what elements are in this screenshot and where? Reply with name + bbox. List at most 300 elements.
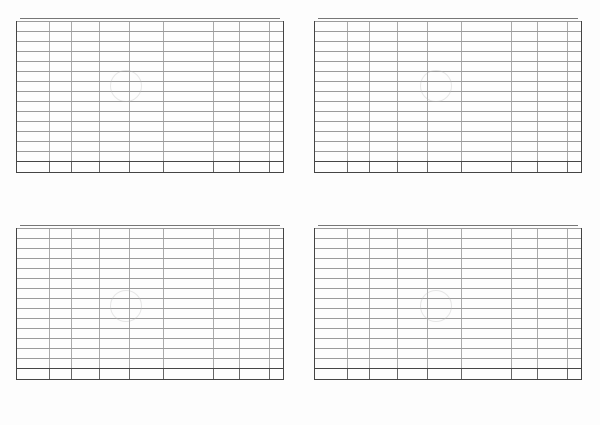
table-cell (129, 152, 163, 161)
table-cell (49, 72, 71, 81)
panel-title-line (318, 399, 578, 404)
table-row (17, 51, 283, 61)
table-cell (347, 229, 369, 238)
table-cell (567, 42, 581, 51)
table-cell (49, 22, 71, 31)
table-cell (17, 122, 49, 131)
table-cell (537, 82, 567, 91)
column-header (537, 162, 567, 172)
table-cell (71, 22, 99, 31)
table-cell (315, 249, 347, 258)
table-cell (461, 339, 511, 348)
panel-meta-row (240, 383, 280, 387)
table-cell (163, 239, 213, 248)
table-cell (369, 32, 397, 41)
table-cell (17, 279, 49, 288)
faint-seal-watermark (420, 70, 452, 102)
table-cell (369, 52, 397, 61)
column-header (213, 369, 239, 379)
table-cell (461, 259, 511, 268)
column-header (537, 369, 567, 379)
table-row (17, 91, 283, 101)
table-cell (49, 319, 71, 328)
table-cell (347, 239, 369, 248)
table-cell (49, 42, 71, 51)
table-cell (269, 82, 283, 91)
table-cell (213, 269, 239, 278)
panel-title-line (20, 192, 280, 197)
table-row (315, 268, 581, 278)
table-cell (397, 359, 427, 368)
panel-meta (538, 175, 578, 185)
table-cell (511, 32, 537, 41)
table-row (315, 151, 581, 161)
table-cell (427, 32, 461, 41)
column-header (369, 162, 397, 172)
table-cell (567, 152, 581, 161)
column-header (49, 162, 71, 172)
column-header (269, 162, 283, 172)
table-cell (71, 289, 99, 298)
table-cell (461, 102, 511, 111)
table-cell (567, 359, 581, 368)
table-cell (99, 102, 129, 111)
table-row (315, 21, 581, 31)
table-cell (461, 92, 511, 101)
panel-subtitle (20, 392, 280, 397)
table-row (315, 358, 581, 368)
table-cell (427, 359, 461, 368)
table-cell (537, 152, 567, 161)
panel-meta-row (240, 176, 280, 180)
table-row (17, 151, 283, 161)
table-row (17, 81, 283, 91)
table-row (17, 61, 283, 71)
table-cell (49, 152, 71, 161)
table-row (17, 71, 283, 81)
table-cell (239, 289, 269, 298)
table-cell (369, 339, 397, 348)
table-cell (269, 102, 283, 111)
table-cell (511, 249, 537, 258)
panel-meta-row (538, 181, 578, 185)
table-cell (397, 319, 427, 328)
table-cell (71, 92, 99, 101)
table-row (17, 141, 283, 151)
table-cell (99, 142, 129, 151)
table-row (315, 141, 581, 151)
table-cell (269, 122, 283, 131)
table-cell (511, 142, 537, 151)
ledger-table (16, 21, 284, 173)
table-cell (537, 112, 567, 121)
table-cell (315, 92, 347, 101)
table-cell (511, 229, 537, 238)
table-cell (347, 32, 369, 41)
table-row (315, 248, 581, 258)
table-cell (347, 142, 369, 151)
column-header (427, 369, 461, 379)
table-cell (567, 52, 581, 61)
table-cell (347, 82, 369, 91)
table-cell (49, 112, 71, 121)
table-cell (347, 122, 369, 131)
table-cell (239, 42, 269, 51)
table-cell (163, 102, 213, 111)
table-cell (17, 112, 49, 121)
column-header (397, 162, 427, 172)
table-cell (315, 309, 347, 318)
table-cell (427, 122, 461, 131)
table-cell (537, 349, 567, 358)
panel-meta-row (240, 181, 280, 185)
table-cell (537, 359, 567, 368)
table-cell (461, 229, 511, 238)
table-cell (537, 142, 567, 151)
table-cell (567, 239, 581, 248)
table-cell (511, 239, 537, 248)
panel-footnote (20, 218, 280, 224)
table-cell (427, 259, 461, 268)
table-cell (567, 259, 581, 268)
table-cell (17, 142, 49, 151)
faint-seal-watermark (110, 290, 142, 322)
table-cell (213, 349, 239, 358)
table-cell (315, 239, 347, 248)
table-cell (315, 62, 347, 71)
table-cell (239, 309, 269, 318)
table-cell (369, 279, 397, 288)
table-row (17, 131, 283, 141)
table-row (17, 111, 283, 121)
table-cell (163, 319, 213, 328)
table-cell (461, 152, 511, 161)
table-cell (239, 299, 269, 308)
table-row (17, 338, 283, 348)
table-cell (461, 319, 511, 328)
table-row (17, 248, 283, 258)
table-cell (397, 239, 427, 248)
table-cell (427, 329, 461, 338)
panel-meta (240, 382, 280, 392)
table-cell (397, 269, 427, 278)
table-cell (71, 349, 99, 358)
table-cell (269, 269, 283, 278)
table-cell (567, 309, 581, 318)
table-cell (49, 62, 71, 71)
table-cell (99, 279, 129, 288)
table-cell (239, 72, 269, 81)
table-header-row (315, 161, 581, 172)
table-cell (99, 152, 129, 161)
table-cell (269, 42, 283, 51)
table-cell (239, 249, 269, 258)
table-cell (537, 239, 567, 248)
table-cell (71, 102, 99, 111)
table-cell (71, 259, 99, 268)
table-cell (461, 239, 511, 248)
table-cell (129, 339, 163, 348)
table-row (315, 111, 581, 121)
table-row (17, 318, 283, 328)
table-cell (461, 349, 511, 358)
table-cell (397, 62, 427, 71)
column-header (511, 162, 537, 172)
table-cell (511, 259, 537, 268)
table-cell (427, 132, 461, 141)
panel-meta-row (538, 176, 578, 180)
table-cell (269, 359, 283, 368)
table-cell (269, 62, 283, 71)
panel-title-line (318, 406, 578, 412)
table-cell (49, 52, 71, 61)
table-cell (269, 229, 283, 238)
faint-seal-watermark (420, 290, 452, 322)
table-cell (347, 72, 369, 81)
table-cell (239, 269, 269, 278)
table-cell (213, 339, 239, 348)
table-cell (511, 329, 537, 338)
table-cell (427, 249, 461, 258)
column-header (49, 369, 71, 379)
table-cell (17, 229, 49, 238)
table-cell (239, 82, 269, 91)
panel-footnote (20, 11, 280, 17)
table-row (17, 101, 283, 111)
table-cell (537, 259, 567, 268)
table-cell (213, 72, 239, 81)
table-cell (369, 299, 397, 308)
column-header (315, 369, 347, 379)
table-cell (369, 359, 397, 368)
table-cell (269, 132, 283, 141)
table-cell (163, 279, 213, 288)
table-row (17, 258, 283, 268)
table-cell (213, 152, 239, 161)
table-cell (129, 112, 163, 121)
table-cell (369, 42, 397, 51)
table-cell (511, 132, 537, 141)
table-cell (269, 339, 283, 348)
table-cell (213, 102, 239, 111)
column-header (99, 369, 129, 379)
panel-footnote (318, 11, 578, 17)
table-body (17, 21, 283, 161)
table-cell (17, 359, 49, 368)
table-cell (71, 112, 99, 121)
table-row (17, 21, 283, 31)
table-cell (269, 279, 283, 288)
table-cell (511, 82, 537, 91)
table-cell (347, 102, 369, 111)
table-cell (71, 62, 99, 71)
table-cell (537, 249, 567, 258)
table-cell (213, 92, 239, 101)
panel-title-line (20, 199, 280, 205)
table-cell (17, 349, 49, 358)
table-cell (461, 132, 511, 141)
table-cell (49, 132, 71, 141)
table-cell (71, 122, 99, 131)
table-cell (397, 349, 427, 358)
table-cell (427, 239, 461, 248)
table-cell (99, 329, 129, 338)
table-cell (17, 102, 49, 111)
panel-subtitle (318, 185, 578, 190)
ledger-panel (314, 7, 582, 207)
table-cell (369, 259, 397, 268)
table-cell (129, 269, 163, 278)
table-cell (567, 62, 581, 71)
table-cell (129, 52, 163, 61)
table-cell (369, 249, 397, 258)
table-cell (17, 339, 49, 348)
table-cell (397, 279, 427, 288)
table-cell (567, 319, 581, 328)
table-cell (397, 42, 427, 51)
table-cell (511, 52, 537, 61)
table-cell (239, 132, 269, 141)
table-header-row (315, 368, 581, 379)
table-cell (213, 142, 239, 151)
table-cell (315, 349, 347, 358)
table-cell (163, 122, 213, 131)
table-cell (269, 259, 283, 268)
table-cell (163, 82, 213, 91)
table-cell (397, 122, 427, 131)
table-cell (17, 249, 49, 258)
footnote-rule (318, 225, 578, 226)
table-cell (369, 309, 397, 318)
column-header (239, 369, 269, 379)
table-row (17, 238, 283, 248)
table-cell (269, 142, 283, 151)
table-cell (99, 132, 129, 141)
table-cell (49, 359, 71, 368)
table-cell (163, 249, 213, 258)
table-row (17, 121, 283, 131)
table-cell (129, 319, 163, 328)
table-cell (397, 329, 427, 338)
table-cell (129, 249, 163, 258)
table-cell (369, 349, 397, 358)
table-cell (99, 112, 129, 121)
table-cell (71, 152, 99, 161)
column-header (239, 162, 269, 172)
column-header (511, 369, 537, 379)
table-cell (163, 52, 213, 61)
table-cell (49, 299, 71, 308)
table-cell (511, 92, 537, 101)
table-cell (163, 42, 213, 51)
table-cell (537, 339, 567, 348)
table-cell (315, 22, 347, 31)
table-cell (369, 92, 397, 101)
table-cell (71, 72, 99, 81)
faint-seal-watermark (110, 70, 142, 102)
table-cell (17, 132, 49, 141)
table-cell (71, 359, 99, 368)
table-cell (99, 22, 129, 31)
table-cell (315, 132, 347, 141)
table-cell (213, 289, 239, 298)
table-cell (99, 339, 129, 348)
table-cell (537, 279, 567, 288)
table-cell (269, 329, 283, 338)
table-cell (239, 102, 269, 111)
table-cell (17, 319, 49, 328)
table-cell (567, 329, 581, 338)
table-cell (461, 82, 511, 91)
table-cell (315, 122, 347, 131)
table-row (315, 258, 581, 268)
table-cell (511, 72, 537, 81)
table-cell (99, 349, 129, 358)
table-cell (369, 319, 397, 328)
table-cell (269, 52, 283, 61)
table-cell (163, 62, 213, 71)
table-row (315, 278, 581, 288)
table-cell (347, 112, 369, 121)
table-cell (347, 339, 369, 348)
table-cell (71, 132, 99, 141)
table-row (17, 298, 283, 308)
table-cell (99, 122, 129, 131)
ledger-table (314, 21, 582, 173)
table-cell (537, 62, 567, 71)
table-row (315, 338, 581, 348)
table-row (315, 51, 581, 61)
table-cell (71, 309, 99, 318)
table-cell (239, 142, 269, 151)
table-row (315, 31, 581, 41)
table-cell (427, 349, 461, 358)
table-cell (71, 319, 99, 328)
table-cell (17, 259, 49, 268)
ledger-panel (16, 214, 284, 414)
table-cell (129, 259, 163, 268)
table-cell (567, 349, 581, 358)
table-cell (315, 142, 347, 151)
table-cell (461, 42, 511, 51)
table-cell (49, 329, 71, 338)
table-cell (427, 102, 461, 111)
table-cell (239, 62, 269, 71)
table-cell (99, 42, 129, 51)
table-cell (567, 279, 581, 288)
table-cell (427, 112, 461, 121)
table-cell (129, 239, 163, 248)
table-cell (213, 309, 239, 318)
table-cell (567, 269, 581, 278)
column-header (461, 369, 511, 379)
table-cell (163, 112, 213, 121)
table-cell (511, 339, 537, 348)
table-cell (347, 279, 369, 288)
table-cell (511, 112, 537, 121)
table-cell (49, 349, 71, 358)
table-cell (213, 22, 239, 31)
table-cell (461, 72, 511, 81)
table-cell (49, 92, 71, 101)
table-cell (99, 259, 129, 268)
table-cell (129, 32, 163, 41)
table-cell (369, 102, 397, 111)
table-cell (163, 299, 213, 308)
column-header (213, 162, 239, 172)
column-header (369, 369, 397, 379)
table-cell (567, 299, 581, 308)
